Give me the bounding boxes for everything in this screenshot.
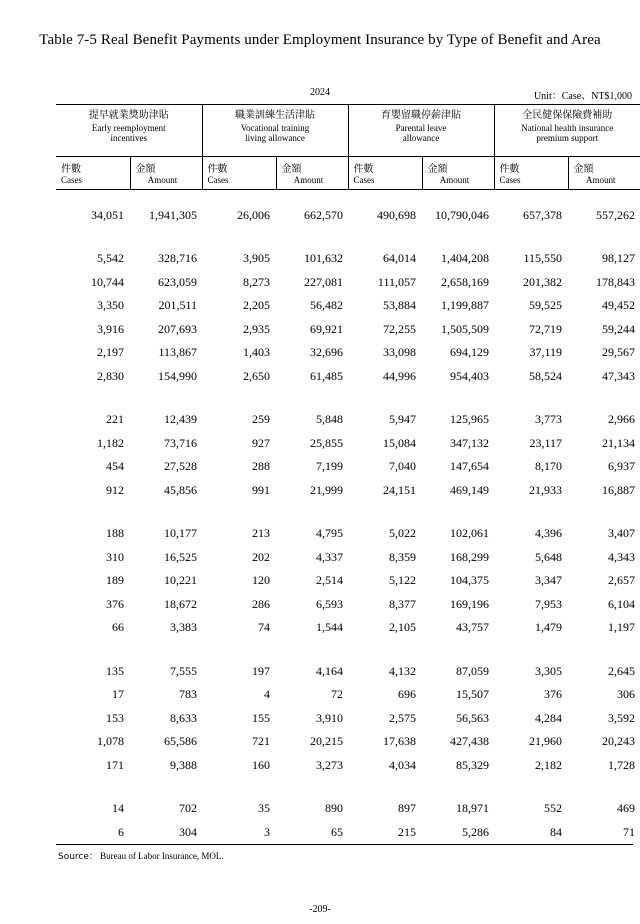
amount-cell: 18,971	[456, 801, 489, 816]
cases-cell: 8,359	[389, 549, 416, 564]
amount-cell: 18,672	[164, 596, 197, 611]
amount-cell: 557,262	[596, 208, 635, 222]
amount-cell: 43,757	[456, 620, 489, 635]
benefit-table	[56, 104, 640, 844]
spacer-row	[56, 640, 640, 660]
cases-cell: 1,182	[97, 435, 124, 450]
amount-cell: 168,299	[450, 549, 489, 564]
amount-cell: 4,337	[316, 549, 343, 564]
spacer-row	[56, 502, 640, 522]
cases-cell: 21,933	[529, 482, 562, 497]
amount-cell: 61,485	[310, 368, 343, 383]
cases-cell: 171	[106, 757, 124, 772]
amount-cell: 169,196	[450, 596, 489, 611]
cases-cell: 33,098	[383, 345, 416, 360]
amount-cell: 85,329	[456, 757, 489, 772]
cases-cell: 5,947	[389, 412, 416, 427]
amount-cell: 306	[617, 687, 635, 702]
cases-cell: 6	[118, 824, 124, 839]
cases-cell: 58,524	[529, 368, 562, 383]
cases-cell: 4,396	[535, 526, 562, 541]
table-row	[56, 432, 640, 456]
table-row	[56, 797, 640, 821]
cases-cell: 5,122	[389, 573, 416, 588]
source-text: Bureau of Labor Insurance, MOL.	[100, 851, 224, 861]
table-title: Table 7-5 Real Benefit Payments under Employment Insurance by Type of Benefit and Area	[39, 32, 601, 48]
amount-cell: 125,965	[450, 412, 489, 427]
amount-cell: 10,177	[164, 526, 197, 541]
group-en-label: Parental leave	[395, 123, 447, 133]
amount-cell: 3,910	[316, 710, 343, 725]
group-en-label: premium support	[536, 133, 599, 143]
cases-cell: 59,525	[529, 298, 562, 313]
cases-cell: 26,006	[237, 208, 270, 222]
amount-cell: 207,693	[158, 321, 197, 336]
amount-cell: 72	[331, 687, 343, 702]
amount-cell: 20,243	[602, 734, 635, 749]
spacer-row	[56, 388, 640, 408]
amount-cell: 21,999	[310, 482, 343, 497]
cases-cell: 197	[252, 663, 270, 678]
cases-cell: 4,132	[389, 663, 416, 678]
table-row	[56, 821, 640, 845]
table-row	[56, 479, 640, 503]
amount-cell: 12,439	[164, 412, 197, 427]
group-en-label: Vocational training	[240, 123, 310, 133]
cases-cell: 927	[252, 435, 270, 450]
cases-cell: 376	[106, 596, 124, 611]
cases-header: 件數 Cases	[494, 157, 568, 190]
cases-cell: 310	[106, 549, 124, 564]
table-bottom-rule	[56, 844, 633, 845]
amount-cell: 101,632	[304, 251, 343, 266]
amount-cell: 3,407	[608, 526, 635, 541]
cases-cell: 3,773	[535, 412, 562, 427]
cases-cell: 897	[398, 801, 416, 816]
amount-cell: 9,388	[170, 757, 197, 772]
table-body	[56, 190, 640, 845]
amount-cell: 2,966	[608, 412, 635, 427]
amount-cell: 47,343	[602, 368, 635, 383]
amount-cell: 20,215	[310, 734, 343, 749]
amount-header: 金額 Amount	[276, 157, 348, 190]
table-row	[56, 730, 640, 754]
table-row	[56, 616, 640, 640]
amount-cell: 27,528	[164, 459, 197, 474]
cases-cell: 490,698	[377, 208, 416, 222]
group-header-vocational-training	[202, 105, 348, 157]
table-row	[56, 660, 640, 684]
cases-cell: 8,170	[535, 459, 562, 474]
amount-cell: 4,164	[316, 663, 343, 678]
cases-cell: 213	[252, 526, 270, 541]
cases-cell: 3,916	[97, 321, 124, 336]
cases-cell: 111,057	[377, 274, 416, 289]
amount-cell: 1,544	[316, 620, 343, 635]
cases-cell: 376	[544, 687, 562, 702]
amount-cell: 694,129	[450, 345, 489, 360]
amount-cell: 87,059	[456, 663, 489, 678]
cases-cell: 24,151	[383, 482, 416, 497]
amount-cell: 469,149	[450, 482, 489, 497]
cases-cell: 288	[252, 459, 270, 474]
page-number: -209-	[309, 904, 331, 915]
cases-cell: 64,014	[383, 251, 416, 266]
source-note	[58, 849, 224, 862]
amount-cell: 10,790,046	[435, 208, 489, 222]
amount-cell: 15,507	[456, 687, 489, 702]
amount-cell: 45,856	[164, 482, 197, 497]
cases-cell: 5,542	[97, 251, 124, 266]
amount-cell: 3,592	[608, 710, 635, 725]
amount-cell: 783	[179, 687, 197, 702]
cases-cell: 160	[252, 757, 270, 772]
amount-cell: 662,570	[304, 208, 343, 222]
cases-cell: 1,479	[535, 620, 562, 635]
amount-cell: 623,059	[158, 274, 197, 289]
cases-cell: 115,550	[523, 251, 562, 266]
cases-cell: 2,197	[97, 345, 124, 360]
amount-cell: 65	[331, 824, 343, 839]
cases-cell: 991	[252, 482, 270, 497]
cases-cell: 2,830	[97, 368, 124, 383]
cases-cell: 657,378	[523, 208, 562, 222]
year-label: 2024	[310, 87, 330, 98]
amount-header: 金額 Amount	[422, 157, 494, 190]
cases-cell: 5,022	[389, 526, 416, 541]
group-header-health-insurance	[494, 105, 640, 157]
amount-cell: 1,505,509	[441, 321, 489, 336]
unit-label: Unit：Case、NT$1,000	[533, 91, 632, 102]
cases-cell: 188	[106, 526, 124, 541]
cases-header: 件數 Cases	[348, 157, 422, 190]
table-row	[56, 707, 640, 731]
amount-cell: 178,843	[596, 274, 635, 289]
amount-cell: 469	[617, 801, 635, 816]
cases-cell: 4	[264, 687, 270, 702]
table-row	[56, 294, 640, 318]
group-header-parental-leave	[348, 105, 494, 157]
cases-cell: 37,119	[529, 345, 562, 360]
cases-cell: 7,040	[389, 459, 416, 474]
cases-cell: 202	[252, 549, 270, 564]
cases-cell: 120	[252, 573, 270, 588]
cases-cell: 3,347	[535, 573, 562, 588]
amount-cell: 3,383	[170, 620, 197, 635]
group-en-label: incentives	[110, 133, 147, 143]
group-en-label: living allowance	[245, 133, 305, 143]
cases-cell: 721	[252, 734, 270, 749]
cases-cell: 2,105	[389, 620, 416, 635]
amount-cell: 6,937	[608, 459, 635, 474]
cases-cell: 3,350	[97, 298, 124, 313]
amount-cell: 104,375	[450, 573, 489, 588]
amount-cell: 113,867	[158, 345, 197, 360]
cases-cell: 5,648	[535, 549, 562, 564]
cases-cell: 2,182	[535, 757, 562, 772]
amount-cell: 49,452	[602, 298, 635, 313]
amount-cell: 69,921	[310, 321, 343, 336]
cases-cell: 3,305	[535, 663, 562, 678]
amount-cell: 328,716	[158, 251, 197, 266]
amount-cell: 1,404,208	[441, 251, 489, 266]
amount-cell: 427,438	[450, 734, 489, 749]
amount-cell: 29,567	[602, 345, 635, 360]
amount-cell: 1,199,887	[441, 298, 489, 313]
cases-cell: 53,884	[383, 298, 416, 313]
table-row	[56, 365, 640, 389]
cases-cell: 4,034	[389, 757, 416, 772]
amount-cell: 6,104	[608, 596, 635, 611]
cases-cell: 8,377	[389, 596, 416, 611]
amount-cell: 890	[325, 801, 343, 816]
amount-cell: 954,403	[450, 368, 489, 383]
cases-cell: 34,051	[91, 208, 124, 222]
group-zh-label: 全民健保保險費補助	[522, 110, 613, 121]
cases-cell: 66	[112, 620, 124, 635]
amount-cell: 4,343	[608, 549, 635, 564]
amount-cell: 7,555	[170, 663, 197, 678]
cases-cell: 912	[106, 482, 124, 497]
cases-cell: 2,575	[389, 710, 416, 725]
cases-cell: 17	[112, 687, 124, 702]
cases-cell: 259	[252, 412, 270, 427]
group-en-label: Early reemployment	[91, 123, 166, 133]
cases-cell: 8,273	[243, 274, 270, 289]
table-row	[56, 341, 640, 365]
table-row	[56, 190, 640, 228]
amount-cell: 16,525	[164, 549, 197, 564]
amount-cell: 10,221	[164, 573, 197, 588]
cases-cell: 35	[258, 801, 270, 816]
amount-cell: 1,941,305	[149, 208, 197, 222]
amount-cell: 5,848	[316, 412, 343, 427]
table-row	[56, 455, 640, 479]
amount-cell: 2,645	[608, 663, 635, 678]
cases-cell: 44,996	[383, 368, 416, 383]
amount-cell: 59,244	[602, 321, 635, 336]
amount-cell: 16,887	[602, 482, 635, 497]
group-zh-label: 職業訓練生活津貼	[235, 110, 315, 121]
amount-cell: 147,654	[450, 459, 489, 474]
cases-cell: 21,960	[529, 734, 562, 749]
amount-cell: 71	[623, 824, 635, 839]
cases-cell: 1,403	[243, 345, 270, 360]
table-row	[56, 522, 640, 546]
cases-cell: 74	[258, 620, 270, 635]
table-row	[56, 546, 640, 570]
cases-cell: 3	[264, 824, 270, 839]
amount-header: 金額 Amount	[130, 157, 202, 190]
cases-cell: 215	[398, 824, 416, 839]
group-header-early-reemployment	[56, 105, 202, 157]
group-en-label: allowance	[402, 133, 440, 143]
cases-cell: 189	[106, 573, 124, 588]
spacer-row	[56, 227, 640, 247]
amount-cell: 56,482	[310, 298, 343, 313]
amount-cell: 21,134	[602, 435, 635, 450]
group-zh-label: 育嬰留職停薪津貼	[381, 110, 461, 121]
amount-cell: 347,132	[450, 435, 489, 450]
amount-cell: 304	[179, 824, 197, 839]
source-label: Source：	[58, 852, 98, 862]
group-en-label: National health insurance	[521, 123, 614, 133]
cases-header: 件數 Cases	[56, 157, 130, 190]
amount-cell: 2,657	[608, 573, 635, 588]
table-row	[56, 318, 640, 342]
amount-cell: 32,696	[310, 345, 343, 360]
amount-cell: 227,081	[304, 274, 343, 289]
amount-cell: 5,286	[462, 824, 489, 839]
spacer-row	[56, 777, 640, 797]
amount-cell: 1,728	[608, 757, 635, 772]
cases-cell: 286	[252, 596, 270, 611]
cases-cell: 2,205	[243, 298, 270, 313]
amount-cell: 1,197	[608, 620, 635, 635]
cases-header: 件數 Cases	[202, 157, 276, 190]
table-row	[56, 683, 640, 707]
table-row	[56, 271, 640, 295]
table-row	[56, 247, 640, 271]
amount-cell: 702	[179, 801, 197, 816]
amount-cell: 8,633	[170, 710, 197, 725]
cases-cell: 2,650	[243, 368, 270, 383]
amount-cell: 2,514	[316, 573, 343, 588]
cases-cell: 135	[106, 663, 124, 678]
cases-cell: 4,284	[535, 710, 562, 725]
amount-cell: 201,511	[158, 298, 197, 313]
amount-cell: 3,273	[316, 757, 343, 772]
cases-cell: 17,638	[383, 734, 416, 749]
cases-cell: 696	[398, 687, 416, 702]
cases-cell: 7,953	[535, 596, 562, 611]
cases-cell: 84	[550, 824, 562, 839]
cases-cell: 72,719	[529, 321, 562, 336]
cases-cell: 72,255	[383, 321, 416, 336]
amount-cell: 4,795	[316, 526, 343, 541]
cases-cell: 3,905	[243, 251, 270, 266]
cases-cell: 2,935	[243, 321, 270, 336]
group-header-row	[56, 105, 640, 157]
amount-cell: 98,127	[602, 251, 635, 266]
table-row	[56, 754, 640, 778]
cases-cell: 221	[106, 412, 124, 427]
amount-cell: 25,855	[310, 435, 343, 450]
amount-cell: 2,658,169	[441, 274, 489, 289]
amount-cell: 73,716	[164, 435, 197, 450]
amount-cell: 65,586	[164, 734, 197, 749]
table-row	[56, 408, 640, 432]
table-row	[56, 593, 640, 617]
cases-cell: 1,078	[97, 734, 124, 749]
amount-header: 金額 Amount	[568, 157, 640, 190]
cases-cell: 10,744	[91, 274, 124, 289]
amount-cell: 102,061	[450, 526, 489, 541]
group-zh-label: 提早就業獎助津貼	[88, 110, 169, 121]
cases-cell: 201,382	[523, 274, 562, 289]
table-row	[56, 569, 640, 593]
cases-cell: 155	[252, 710, 270, 725]
cases-cell: 454	[106, 459, 124, 474]
sub-header-row	[56, 157, 640, 190]
cases-cell: 23,117	[529, 435, 562, 450]
cases-cell: 552	[544, 801, 562, 816]
cases-cell: 153	[106, 710, 124, 725]
amount-cell: 56,563	[456, 710, 489, 725]
cases-cell: 15,084	[383, 435, 416, 450]
amount-cell: 7,199	[316, 459, 343, 474]
cases-cell: 14	[112, 801, 124, 816]
amount-cell: 6,593	[316, 596, 343, 611]
amount-cell: 154,990	[158, 368, 197, 383]
